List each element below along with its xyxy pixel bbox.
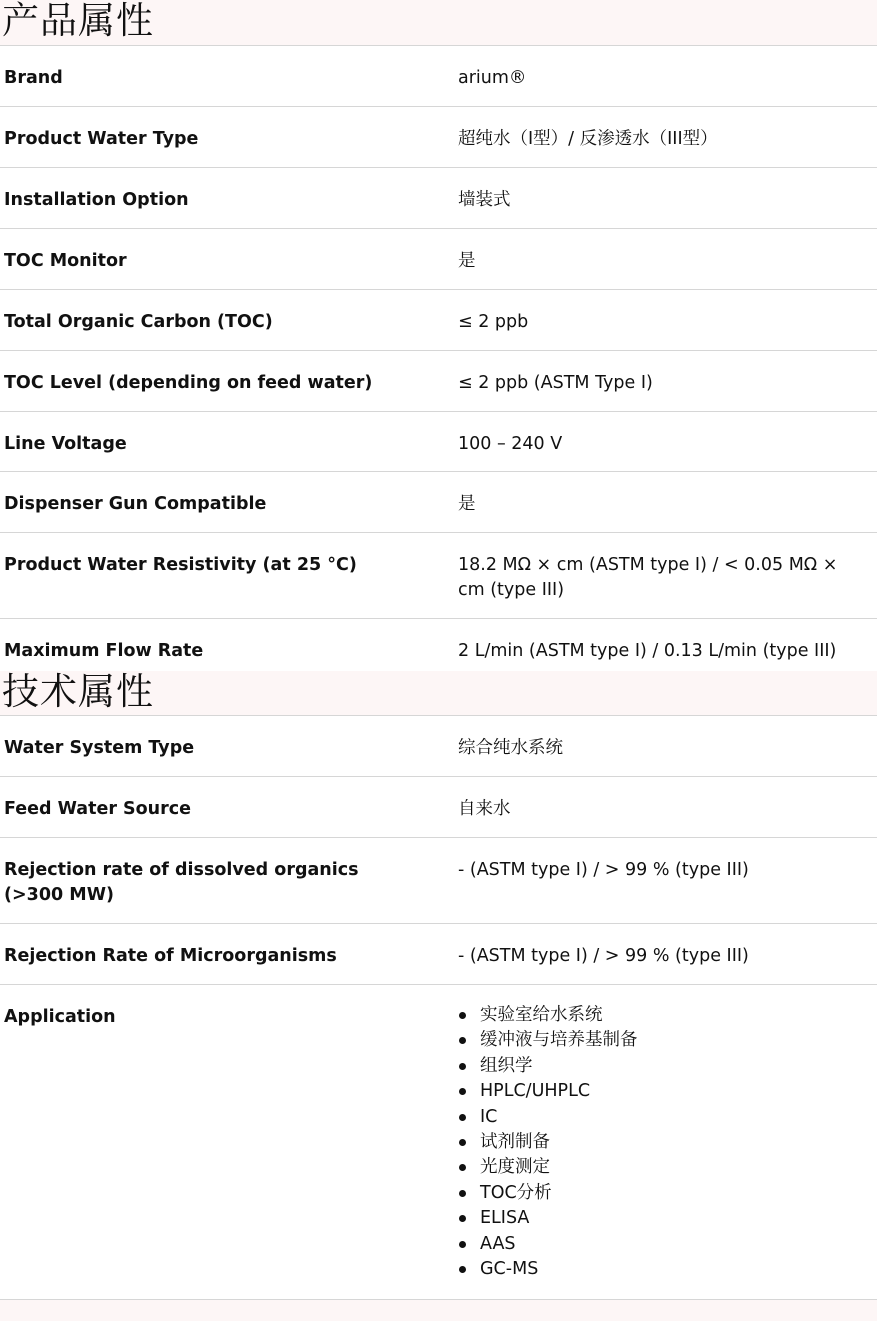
section-title-technical: 技术属性 xyxy=(2,670,154,713)
table-row-application xyxy=(0,985,877,1299)
list-item-label: IC xyxy=(480,1106,498,1127)
application-list xyxy=(458,1003,868,1282)
prop-label: Total Organic Carbon (TOC) xyxy=(4,312,273,332)
table-row xyxy=(0,924,877,985)
prop-label: Line Voltage xyxy=(4,434,127,454)
list-item-label: 实验室给水系统 xyxy=(480,1005,603,1025)
prop-value: 墙装式 xyxy=(458,190,511,210)
bullet-icon xyxy=(459,1063,466,1070)
bullet-icon xyxy=(459,1215,466,1222)
list-item xyxy=(458,1105,868,1130)
bullet-icon xyxy=(459,1012,466,1019)
table-row xyxy=(0,229,877,290)
prop-label: Product Water Type xyxy=(4,129,199,149)
prop-label: Product Water Resistivity (at 25 °C) xyxy=(4,555,357,575)
bullet-icon xyxy=(459,1037,466,1044)
table-row xyxy=(0,351,877,412)
section-footer-band xyxy=(0,1299,877,1321)
table-row xyxy=(0,619,877,671)
prop-label: Application xyxy=(4,1007,116,1027)
table-row xyxy=(0,107,877,168)
table-row xyxy=(0,290,877,351)
list-item xyxy=(458,1155,868,1180)
table-row xyxy=(0,777,877,838)
prop-label: Rejection Rate of Microorganisms xyxy=(4,946,337,966)
prop-value: ≤ 2 ppb xyxy=(458,312,529,332)
table-row xyxy=(0,533,877,619)
list-item xyxy=(458,1232,868,1257)
table-row xyxy=(0,412,877,472)
list-item-label: 缓冲液与培养基制备 xyxy=(480,1030,638,1051)
list-item xyxy=(458,1079,868,1104)
prop-label: Feed Water Source xyxy=(4,799,192,819)
section-header-product xyxy=(0,0,877,46)
list-item-label: 试剂制备 xyxy=(480,1131,550,1152)
prop-value: - (ASTM type I) / > 99 % (type III) xyxy=(458,946,749,966)
table-row xyxy=(0,472,877,533)
list-item-label: TOC分析 xyxy=(480,1182,552,1203)
application-list-container xyxy=(458,1003,868,1282)
list-item-label: AAS xyxy=(480,1233,516,1254)
prop-label: Water System Type xyxy=(4,738,195,758)
prop-value: - (ASTM type I) / > 99 % (type III) xyxy=(458,860,749,880)
prop-value: 18.2 MΩ × cm (ASTM type I) / < 0.05 MΩ × cm (type III) xyxy=(458,555,838,600)
bullet-icon xyxy=(459,1139,466,1146)
prop-label: TOC Monitor xyxy=(4,251,127,271)
bullet-icon xyxy=(459,1114,466,1121)
bullet-icon xyxy=(459,1164,466,1171)
prop-value: 综合纯水系统 xyxy=(458,738,563,758)
section-title-product: 产品属性 xyxy=(2,0,154,42)
prop-label: TOC Level (depending on feed water) xyxy=(4,373,373,393)
prop-value: ≤ 2 ppb (ASTM Type I) xyxy=(458,373,653,393)
bullet-icon xyxy=(459,1241,466,1248)
prop-value: 2 L/min (ASTM type I) / 0.13 L/min (type III) xyxy=(458,641,837,661)
prop-value: 超纯水（I型）/ 反渗透水（III型） xyxy=(458,129,718,149)
list-item-label: GC-MS xyxy=(480,1258,539,1279)
prop-label: Dispenser Gun Compatible xyxy=(4,494,267,514)
list-item xyxy=(458,1181,868,1206)
list-item xyxy=(458,1028,868,1053)
section-header-technical xyxy=(0,671,877,716)
prop-value: 100 – 240 V xyxy=(458,434,563,454)
list-item-label: ELISA xyxy=(480,1208,530,1229)
bullet-icon xyxy=(459,1088,466,1095)
prop-value: 是 xyxy=(458,251,476,271)
prop-value: arium® xyxy=(458,68,527,88)
list-item xyxy=(458,1206,868,1231)
prop-label: Brand xyxy=(4,68,63,88)
prop-label: Rejection rate of dissolved organics (>300 MW) xyxy=(4,860,359,905)
prop-label: Installation Option xyxy=(4,190,189,210)
table-row xyxy=(0,838,877,924)
list-item xyxy=(458,1257,868,1282)
list-item xyxy=(458,1003,868,1028)
list-item xyxy=(458,1130,868,1155)
list-item xyxy=(458,1054,868,1079)
table-row xyxy=(0,168,877,229)
prop-value: 是 xyxy=(458,494,476,514)
prop-value: 自来水 xyxy=(458,799,511,819)
table-row xyxy=(0,46,877,107)
list-item-label: 组织学 xyxy=(480,1055,533,1076)
list-item-label: 光度测定 xyxy=(480,1157,550,1178)
list-item-label: HPLC/UHPLC xyxy=(480,1081,591,1102)
table-row xyxy=(0,716,877,777)
bullet-icon xyxy=(459,1266,466,1273)
prop-label: Maximum Flow Rate xyxy=(4,641,204,661)
bullet-icon xyxy=(459,1190,466,1197)
